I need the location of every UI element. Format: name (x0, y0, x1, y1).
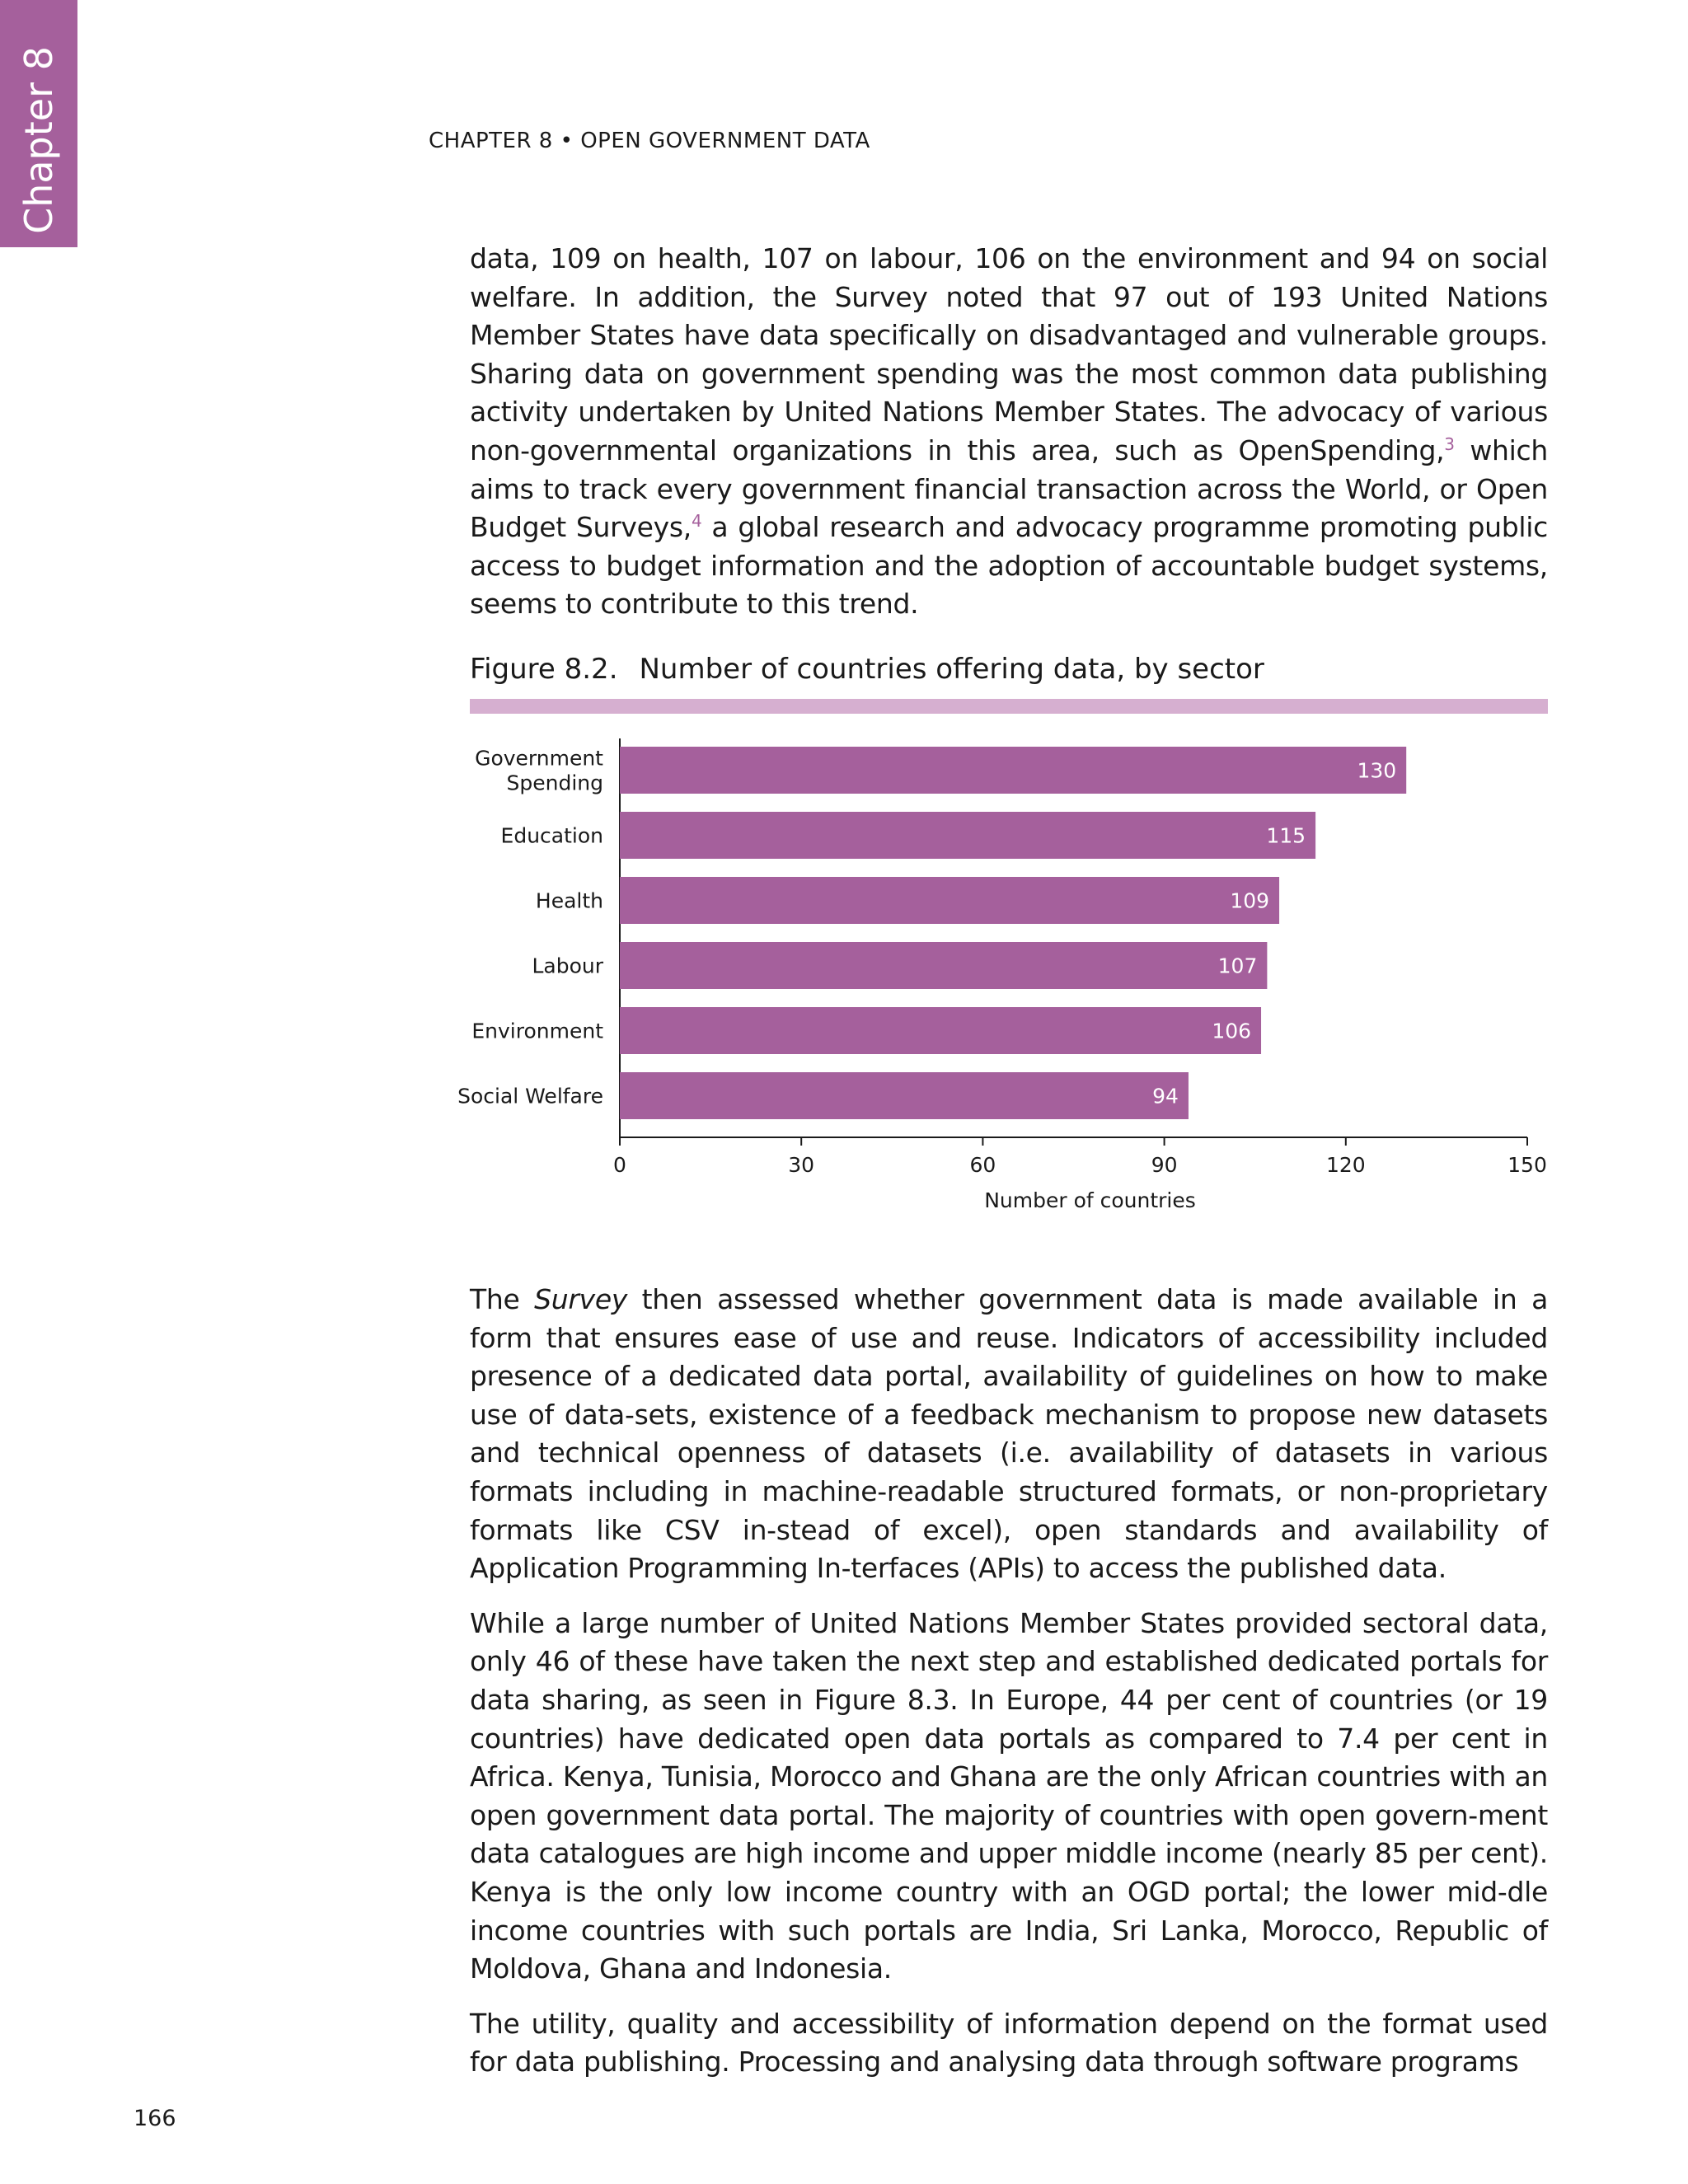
data-label: 109 (1230, 888, 1270, 913)
data-label: 115 (1266, 823, 1306, 848)
footnote-ref[interactable]: 3 (1444, 434, 1455, 454)
category-label: Government (475, 746, 603, 771)
footnote-ref[interactable]: 4 (691, 511, 702, 532)
data-label: 130 (1357, 758, 1397, 783)
figure-number: Figure 8.2. (470, 653, 618, 686)
x-tick-label: 120 (1325, 1153, 1366, 1177)
category-label: Education (500, 823, 603, 848)
paragraph: data, 109 on health, 107 on labour, 106 on the environment and 94 on social welfare. In addition, the Survey noted that 97 out of 193 United Nations Member States have data specifically on disadvantaged and vulnerable groups. Sharing data on government spending was the most common data publishing activity undertaken by United Nations Member States. The advocacy of various non-governmental organizations in this area, such as OpenSpending,$^3$ which aims to track every government financial transaction across the World, or Open Budget Surveys,$^4$ a global research and advocacy programme promoting public access to budget information and the adoption of accountable budget systems, seems to contribute to this trend. (470, 242, 1549, 621)
x-tick-label: 90 (1151, 1153, 1178, 1177)
bar (620, 1007, 1261, 1054)
paragraph: The Survey then assessed whether government data is made available in a form that ensures ease of use and reuse. Indicators of accessibility included presence of a dedicated data portal, availability of guidelines on how to make use of data-sets, existence of a feedback mechanism to propose new datasets and technical openness of datasets (i.e. availability of datasets in various formats including in machine-readable structured formats, or non-proprietary formats like CSV in-stead of excel), open standards and availability of Application Programming In-terfaces (APIs) to access the published data. (470, 1283, 1549, 1585)
x-tick-label: 150 (1507, 1153, 1547, 1177)
category-label: Spending (506, 771, 603, 795)
x-axis-title: Number of countries (984, 1188, 1196, 1212)
bar (620, 747, 1406, 794)
category-label: Environment (471, 1019, 603, 1043)
bar (620, 877, 1279, 924)
figure-title: Number of countries offering data, by sector (639, 653, 1264, 686)
data-label: 94 (1152, 1084, 1179, 1108)
page-number: 166 (134, 2106, 176, 2131)
category-label: Labour (532, 954, 603, 978)
category-label: Health (535, 888, 603, 913)
paragraph: While a large number of United Nations Member States provided sectoral data, only 46 of these have taken the next step and established dedicated portals for data sharing, as seen in Figure 8.3. In Europe, 44 per cent of countries (or 19 countries) have dedicated open data portals as compared to 7.4 per cent in Africa. Kenya, Tunisia, Morocco and Ghana are the only African countries with an open government data portal. The majority of countries with open govern-ment data catalogues are high income and upper middle income (nearly 85 per cent). Kenya is the only low income country with an OGD portal; the lower mid-dle income countries with such portals are India, Sri Lanka, Morocco, Republic of Moldova, Ghana and Indonesia. (470, 1606, 1548, 1985)
x-tick-label: 60 (969, 1153, 996, 1177)
bar (620, 1072, 1189, 1119)
body-text-bottom (470, 1281, 1548, 2098)
running-head: CHAPTER 8 • OPEN GOVERNMENT DATA (429, 129, 870, 153)
chapter-tab-label: Chapter 8 (16, 46, 61, 234)
data-label: 107 (1217, 954, 1258, 978)
category-label: Social Welfare (457, 1084, 603, 1108)
x-tick-label: 0 (613, 1153, 626, 1177)
bar (620, 942, 1267, 989)
x-tick-label: 30 (788, 1153, 815, 1177)
data-label: 106 (1212, 1019, 1252, 1043)
paragraph: The utility, quality and accessibility of information depend on the format used for data publishing. Processing and analysing data through software programs (470, 2007, 1548, 2079)
bar (620, 812, 1315, 859)
